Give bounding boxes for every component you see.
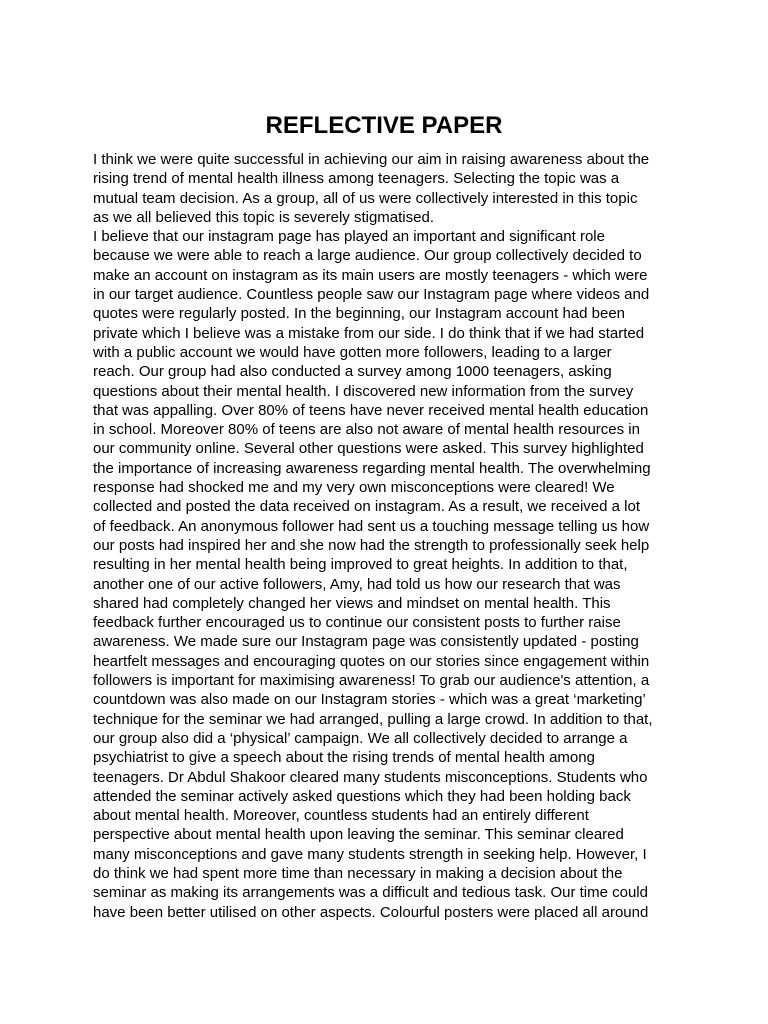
body-text-line: in our target audience. Countless people saw our Instagram page where videos and	[93, 286, 650, 304]
body-text-line: make an account on instagram as its main users are mostly teenagers - which were	[93, 266, 648, 284]
body-text-line: response had shocked me and my very own misconceptions were cleared! We	[93, 479, 615, 497]
body-text-line: another one of our active followers, Amy, had told us how our research that was	[93, 575, 621, 593]
body-text-line: feedback further encouraged us to continue our consistent posts to further raise	[93, 614, 621, 632]
body-text-line: our group also did a ‘physical’ campaign. We all collectively decided to arrange a	[93, 729, 628, 747]
body-text-line: followers is important for maximising awareness! To grab our audience's attention, a	[93, 672, 650, 690]
body-text-line: perspective about mental health upon leaving the seminar. This seminar cleared	[93, 826, 624, 844]
document-title: REFLECTIVE PAPER	[265, 112, 503, 139]
body-text-line: I think we were quite successful in achieving our aim in raising awareness about the	[93, 151, 650, 168]
body-text-line: awareness. We made sure our Instagram page was consistently updated - posting	[93, 633, 639, 651]
body-text-line: about mental health. Moreover, countless students had an entirely different	[93, 807, 589, 825]
body-text-line: of feedback. An anonymous follower had sent us a touching message telling us how	[93, 517, 650, 535]
body-text-line: many misconceptions and gave many students strength in seeking help. However, I	[93, 845, 647, 863]
document-body	[93, 150, 683, 922]
body-text-line: psychiatrist to give a speech about the rising trends of mental health among	[93, 749, 595, 767]
body-text-line: that was appalling. Over 80% of teens have never received mental health education	[93, 401, 649, 419]
body-text-line: in school. Moreover 80% of teens are also not aware of mental health resources in	[93, 421, 640, 439]
body-text-line: shared had completely changed her views and mindset on mental health. This	[93, 594, 611, 612]
body-text-line: reach. Our group had also conducted a survey among 1000 teenagers, asking	[93, 363, 612, 381]
body-text-line: heartfelt messages and encouraging quotes on our stories since engagement within	[93, 652, 650, 670]
body-text-line: countdown was also made on our Instagram stories - which was a great ‘marketing’	[93, 691, 646, 709]
body-text-line: with a public account we would have gotten more followers, leading to a larger	[93, 343, 612, 361]
body-text-line: the importance of increasing awareness regarding mental health. The overwhelming	[93, 459, 651, 477]
body-text-line: questions about their mental health. I discovered new information from the survey	[93, 382, 634, 400]
body-text-line: private which I believe was a mistake from our side. I do think that if we had started	[93, 324, 645, 342]
body-text-line: seminar as making its arrangements was a difficult and tedious task. Our time could	[93, 884, 648, 902]
body-text-line: teenagers. Dr Abdul Shakoor cleared many students misconceptions. Students who	[93, 768, 648, 786]
body-text-line: because we were able to reach a large audience. Our group collectively decided to	[93, 247, 642, 265]
body-text-line: resulting in her mental health being improved to great heights. In addition to that,	[93, 556, 628, 574]
body-text-line: technique for the seminar we had arranged, pulling a large crowd. In addition to that,	[93, 710, 653, 728]
body-text-line: our community online. Several other questions were asked. This survey highlighted	[93, 440, 644, 458]
body-text-line: I believe that our instagram page has played an important and significant role	[93, 228, 605, 246]
body-text-line: quotes were regularly posted. In the beginning, our Instagram account had been	[93, 305, 626, 323]
body-text-line: do think we had spent more time than necessary in making a decision about the	[93, 864, 623, 882]
body-text-line: have been better utilised on other aspects. Colourful posters were placed all around	[93, 903, 649, 921]
body-text-line: attended the seminar actively asked questions which they had been holding back	[93, 787, 631, 805]
body-text-line: mutual team decision. As a group, all of us were collectively interested in this topic	[93, 189, 638, 207]
body-text-line: our posts had inspired her and she now had the strength to professionally seek help	[93, 536, 650, 554]
body-text-line: as we all believed this topic is severely stigmatised.	[93, 208, 434, 226]
body-text-line: collected and posted the data received on instagram. As a result, we received a lot	[93, 498, 640, 516]
body-text-line: rising trend of mental health illness among teenagers. Selecting the topic was a	[93, 170, 620, 188]
